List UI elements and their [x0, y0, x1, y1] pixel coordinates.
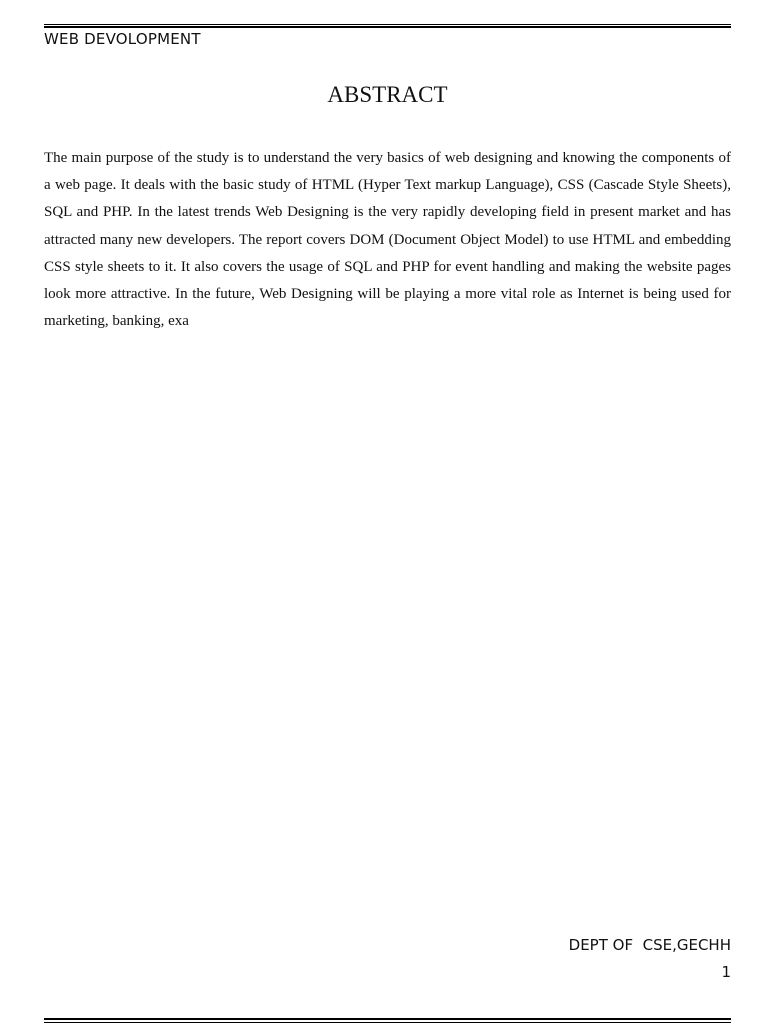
running-header: WEB DEVOLOPMENT — [44, 30, 201, 48]
abstract-paragraph: The main purpose of the study is to understand the very basics of web designing and knowing the components of a web page. It deals with the basic study of HTML (Hyper Text markup Language), CSS (Cascade Style Sheets), SQL and PHP. In the latest trends Web Designing is the very rapidly developing field in present market and has attracted many new developers. The report covers DOM (Document Object Model) to use HTML and embedding CSS style sheets to it. It also covers the usage of SQL and PHP for event handling and making the website pages look more attractive. In the future, Web Designing will be playing a more vital role as Internet is being used for marketing, banking, exa — [44, 150, 731, 330]
footer-double-rule — [44, 1018, 731, 1023]
header-double-rule — [44, 24, 731, 28]
page-number: 1 — [721, 963, 731, 981]
section-title: ABSTRACT — [327, 82, 448, 107]
footer-department: DEPT OF CSE,GECHH — [568, 936, 731, 954]
